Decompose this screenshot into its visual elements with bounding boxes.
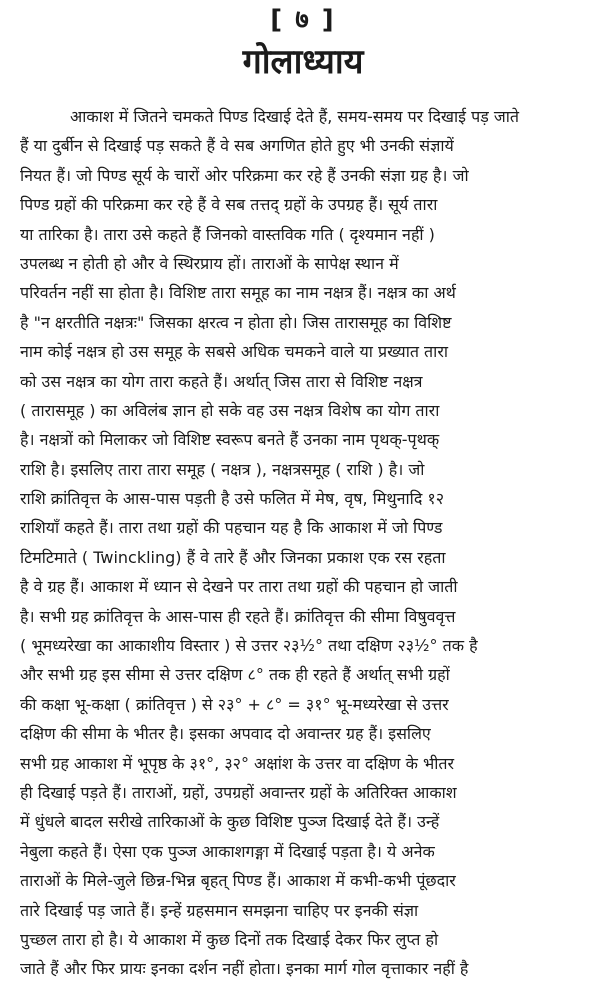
text-line: टिमटिमाते ( Twinckling) हैं वे तारे हैं और जिनका प्रकाश एक रस रहता [20,547,446,567]
text-line: पुच्छल तारा हो है। ये आकाश में कुछ दिनों तक दिखाई देकर फिर लुप्त हो [20,929,439,949]
text-line: है। नक्षत्रों को मिलाकर जो विशिष्ट स्वरूप बनते हैं उनका नाम पृथक्-पृथक् [20,430,440,450]
text-line: दक्षिण की सीमा के भीतर है। इसका अपवाद दो अवान्तर ग्रह हैं। इसलिए [20,724,431,744]
text-line: तारे दिखाई पड़ जाते हैं। इन्हें ग्रहसमान समझना चाहिए पर इनकी संज्ञा [20,900,419,920]
text-line: ताराओं के मिले-जुले छिन्न-भिन्न बृहत् पिण्ड हैं। आकाश में कभी-कभी पूंछदार [20,871,456,891]
text-line: राशि क्रांतिवृत्त के आस-पास पड़ती है उसे फलित में मेष, वृष, मिथुनादि १२ [20,489,445,509]
text-line: है। सभी ग्रह क्रांतिवृत्त के आस-पास ही रहते हैं। क्रांतिवृत्त की सीमा विषुववृत्त [20,606,456,626]
text-line: में धुंधले बादल सरीखे तारिकाओं के कुछ विशिष्ट पुञ्ज दिखाई देते हैं। उन्हें [20,812,440,832]
text-line: हैं या दुर्बीन से दिखाई पड़ सकते हैं वे सब अगणित होते हुए भी उनकी संज्ञायें [20,136,454,156]
text-line: और सभी ग्रह इस सीमा से उत्तर दक्षिण ८° तक ही रहते हैं अर्थात् सभी ग्रहों [20,665,450,685]
text-line: या तारिका है। तारा उसे कहते हैं जिनको वास्तविक गति ( दृश्यमान नहीं ) [20,224,435,244]
chapter-title: गोलाध्याय [242,42,364,82]
text-line: नियत हैं। जो पिण्ड सूर्य के चारों ओर परिक्रमा कर रहे हैं उनकी संज्ञा ग्रह है। जो [20,165,469,185]
text-line: उपलब्ध न होती हो और वे स्थिरप्राय हों। ताराओं के सापेक्ष स्थान में [20,253,399,273]
text-line: नेबुला कहते हैं। ऐसा एक पुञ्ज आकाशगङ्गा में दिखाई पड़ता है। ये अनेक [20,841,435,861]
text-line: है वे ग्रह हैं। आकाश में ध्यान से देखने पर तारा तथा ग्रहों की पहचान हो जाती [20,577,458,597]
body-paragraph [20,102,586,984]
text-line: नाम कोई नक्षत्र हो उस समूह के सबसे अधिक चमकने वाले या प्रख्यात तारा [20,342,449,362]
text-line: राशियाँ कहते हैं। तारा तथा ग्रहों की पहचान यह है कि आकाश में जो पिण्ड [20,518,443,538]
text-line: की कक्षा भू-कक्षा ( क्रांतिवृत्त ) से २३° + ८° = ३१° भू-मध्यरेखा से उत्तर [20,694,449,714]
text-line: आकाश में जितने चमकते पिण्ड दिखाई देते हैं, समय-समय पर दिखाई पड़ जाते [70,107,519,126]
page-number: [ ७ ] [270,5,336,35]
text-line: को उस नक्षत्र का योग तारा कहते हैं। अर्थात् जिस तारा से विशिष्ट नक्षत्र [20,371,423,391]
text-line: पिण्ड ग्रहों की परिक्रमा कर रहे हैं वे सब तत्तद् ग्रहों के उपग्रह हैं। सूर्य तारा [20,195,438,215]
text-line: ही दिखाई पड़ते हैं। ताराओं, ग्रहों, उपग्रहों अवान्तर ग्रहों के अतिरिक्त आकाश [20,782,457,802]
text-line: ( तारासमूह ) का अविलंब ज्ञान हो सके वह उस नक्षत्र विशेष का योग तारा [20,400,440,420]
text-line: राशि है। इसलिए तारा तारा समूह ( नक्षत्र ), नक्षत्रसमूह ( राशि ) है। जो [20,459,425,479]
text-line: है "न क्षरतीति नक्षत्रः" जिसका क्षरत्व न होता हो। जिस तारासमूह का विशिष्ट [20,312,452,332]
text-line: सभी ग्रह आकाश में भूपृष्ठ के ३१°, ३२° अक्षांश के उत्तर वा दक्षिण के भीतर [20,753,455,773]
text-line: जाते हैं और फिर प्रायः इनका दर्शन नहीं होता। इनका मार्ग गोल वृत्ताकार नहीं है [20,959,469,979]
text-line: ( भूमध्यरेखा का आकाशीय विस्तार ) से उत्तर २३½° तथा दक्षिण २३½° तक है [20,636,478,656]
text-line: परिवर्तन नहीं सा होता है। विशिष्ट तारा समूह का नाम नक्षत्र हैं। नक्षत्र का अर्थ [20,283,456,303]
